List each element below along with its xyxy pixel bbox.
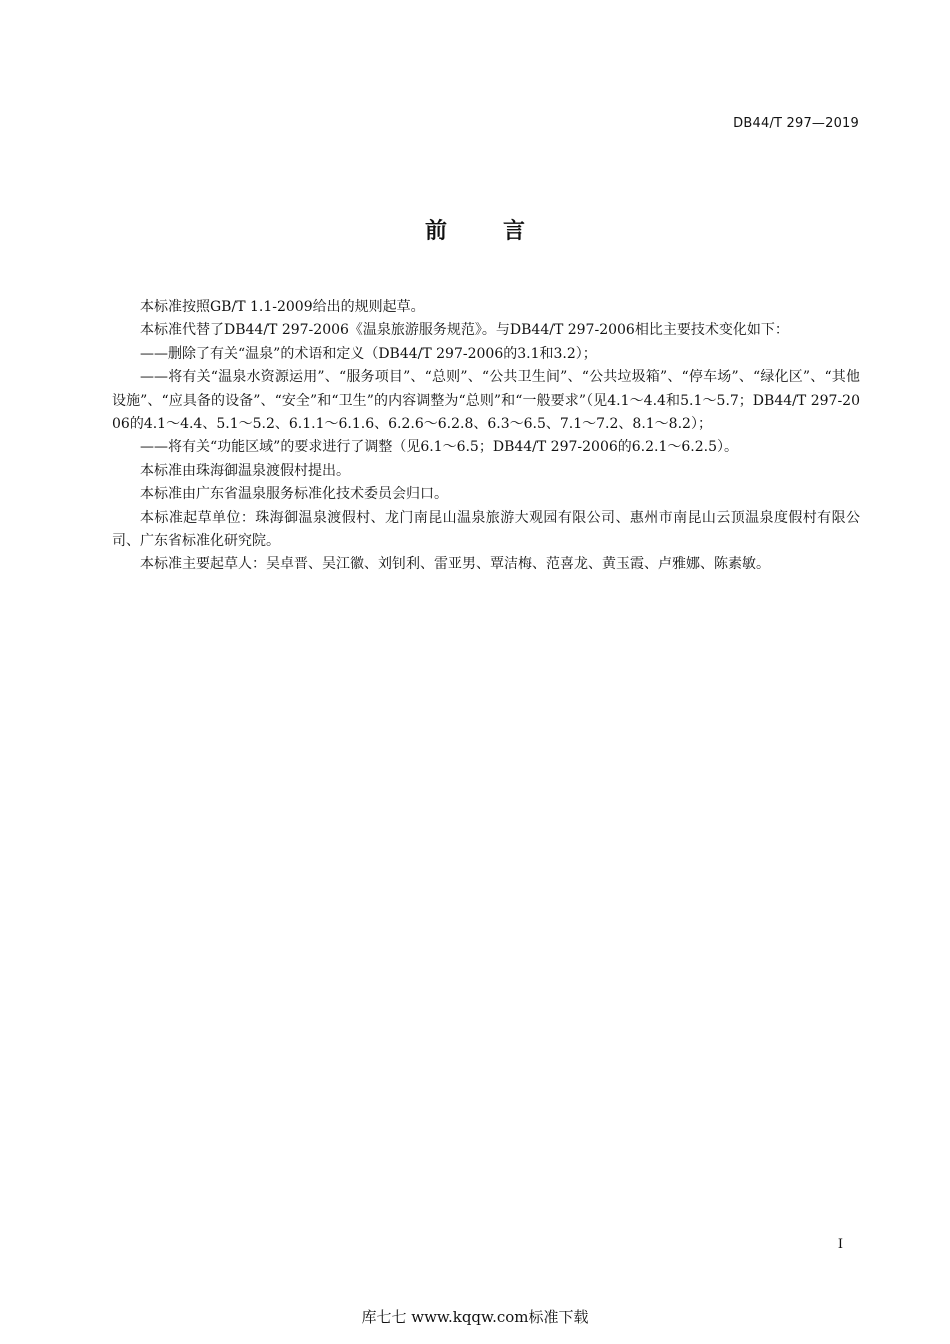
paragraph-change-2: ——将有关“温泉水资源运用”、“服务项目”、“总则”、“公共卫生间”、“公共垃圾箱”、“停车场”、“绿化区”、“其他设施”、“应具备的设备”、“安全”和“卫生”的内容调整为“总则”和“一般要求”（见4.1～4.4和5.1～5.7；DB44/T 297-2006的4.1～4.4、5.1～5.2、6.1.1～6.1.6、6.2.6～6.2.8、6.3～6.5、7.1～7.2、8.1～8.2）； <box>112 369 860 433</box>
paragraph-centralized: 本标准由广东省温泉服务标准化技术委员会归口。 <box>140 486 448 503</box>
paragraph-drafting-units: 本标准起草单位：珠海御温泉渡假村、龙门南昆山温泉旅游大观园有限公司、惠州市南昆山云顶温泉度假村有限公司、广东省标准化研究院。 <box>112 509 860 550</box>
foreword-body <box>112 296 860 577</box>
paragraph-change-3: ——将有关“功能区域”的要求进行了调整（见6.1～6.5；DB44/T 297-2006的6.2.1～6.2.5）。 <box>140 439 738 456</box>
paragraph-change-1: ——删除了有关“温泉”的术语和定义（DB44/T 297-2006的3.1和3.2）； <box>140 345 597 362</box>
page-number: I <box>837 1237 843 1252</box>
paragraph-replaces: 本标准代替了DB44/T 297-2006《温泉旅游服务规范》。与DB44/T 297-2006相比主要技术变化如下： <box>140 322 789 339</box>
paragraph-drafters: 本标准主要起草人：吴卓晋、吴江徽、刘钊利、雷亚男、覃洁梅、范喜龙、黄玉霞、卢雅娜、陈素敏。 <box>140 556 770 573</box>
footer-watermark: 库七七 www.kqqw.com标准下载 <box>361 1308 589 1326</box>
paragraph-proposer: 本标准由珠海御温泉渡假村提出。 <box>140 462 350 479</box>
paragraph-drafting-rules: 本标准按照GB/T 1.1-2009给出的规则起草。 <box>140 299 425 315</box>
page-title: 前言 <box>424 219 581 244</box>
standard-code: DB44/T 297—2019 <box>733 116 859 131</box>
